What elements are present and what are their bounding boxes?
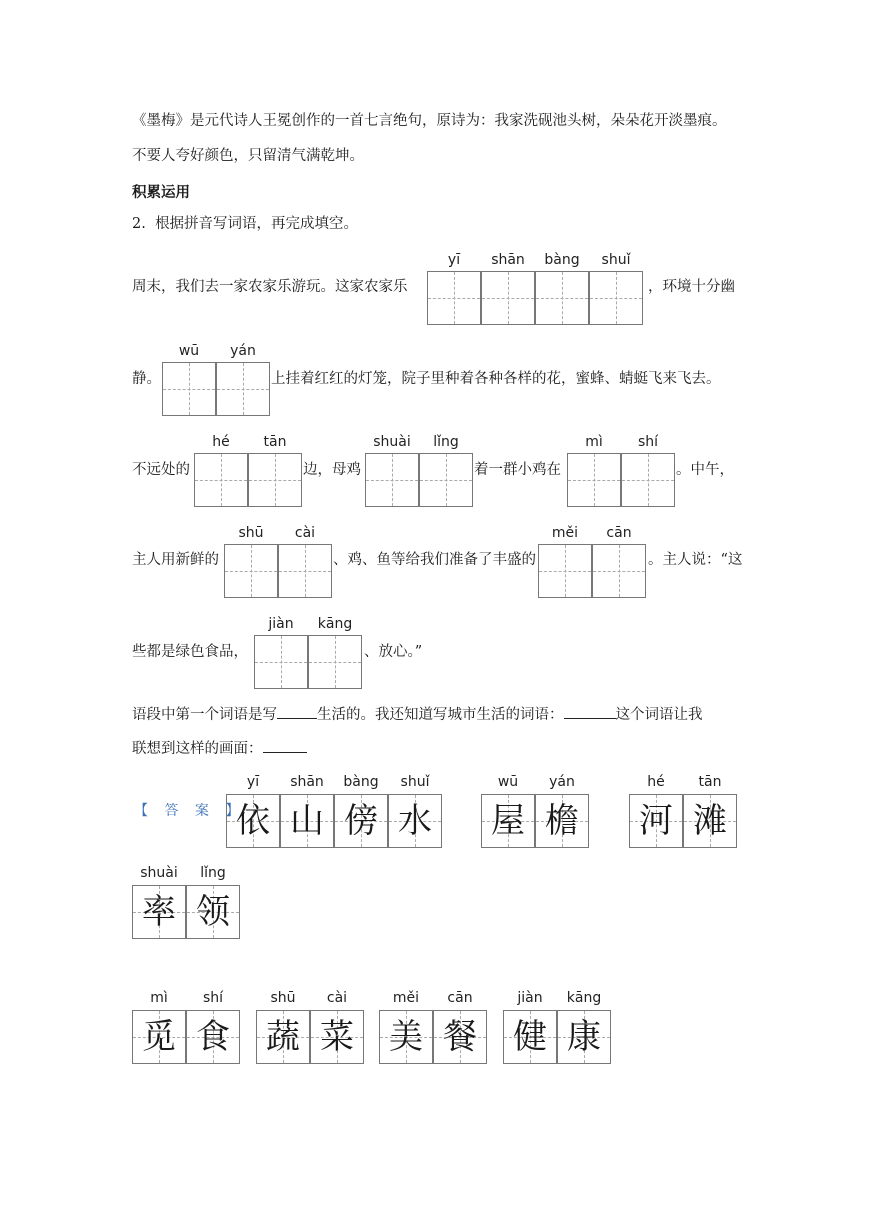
pinyin: bàng: [544, 252, 580, 268]
answer-char: 觅: [142, 1017, 176, 1057]
answer-box: [433, 1010, 487, 1064]
fill-blank-2[interactable]: [564, 704, 616, 719]
pinyin: shuài: [373, 434, 411, 450]
question-number: 2.: [132, 216, 146, 232]
question-prompt: [132, 214, 358, 234]
char-box[interactable]: [538, 544, 592, 598]
pinyin: yán: [230, 343, 256, 359]
pinyin: yī: [246, 774, 260, 790]
answer-box: [132, 1010, 186, 1064]
passage-p3-mid1: 边，母鸡: [303, 462, 361, 478]
char-box[interactable]: [224, 544, 278, 598]
pinyin: mì: [150, 990, 168, 1006]
answer-box: [226, 794, 280, 848]
answer-box: [388, 794, 442, 848]
answer-char: 依: [236, 801, 270, 841]
char-box[interactable]: [194, 453, 248, 507]
pinyin: tān: [263, 434, 287, 450]
answer-char: 滩: [693, 801, 727, 841]
answer-char: 食: [196, 1017, 230, 1057]
char-box[interactable]: [308, 635, 362, 689]
answer-char: 美: [389, 1017, 423, 1057]
pinyin: jiàn: [517, 990, 543, 1006]
char-box[interactable]: [567, 453, 621, 507]
char-box[interactable]: [427, 271, 481, 325]
passage-p1-pre: 周末，我们去一家农家乐游玩。这家农家乐: [132, 279, 408, 295]
pinyin: yī: [447, 252, 461, 268]
answer-box: [535, 794, 589, 848]
fill-blank-3[interactable]: [263, 738, 307, 753]
fill-text-line2: 联想到这样的画面：: [132, 741, 263, 757]
char-box[interactable]: [365, 453, 419, 507]
pinyin: shuǐ: [400, 774, 430, 790]
intro-line-1: 《墨梅》是元代诗人王冕创作的一首七言绝句，原诗为：我家洗砚池头树，朵朵花开淡墨痕。: [132, 113, 727, 129]
intro-line-2: 不要人夸好颜色，只留清气满乾坤。: [132, 148, 364, 164]
char-box[interactable]: [162, 362, 216, 416]
pinyin: yán: [549, 774, 575, 790]
passage-p4-mid: 、鸡、鱼等给我们准备了丰盛的: [333, 552, 536, 568]
fill-text-c: 这个词语让我: [615, 707, 703, 723]
char-box[interactable]: [481, 271, 535, 325]
answer-box: [310, 1010, 364, 1064]
answer-box: [334, 794, 388, 848]
pinyin: cài: [294, 525, 316, 541]
pinyin: shuǐ: [601, 252, 631, 268]
passage-p5-post: 、放心。”: [364, 644, 423, 660]
pinyin: lǐng: [200, 865, 226, 881]
pinyin: kāng: [566, 990, 602, 1006]
answer-char: 檐: [545, 801, 579, 841]
answer-box: [557, 1010, 611, 1064]
question-text: 根据拼音写词语，再完成填空。: [155, 216, 359, 232]
answer-box: [379, 1010, 433, 1064]
pinyin: shuài: [140, 865, 178, 881]
answer-char: 餐: [443, 1017, 477, 1057]
pinyin: měi: [551, 525, 579, 541]
answer-box: [256, 1010, 310, 1064]
pinyin: bàng: [343, 774, 379, 790]
pinyin: mì: [585, 434, 603, 450]
pinyin: měi: [392, 990, 420, 1006]
char-box[interactable]: [592, 544, 646, 598]
pinyin: wū: [497, 774, 519, 790]
char-box[interactable]: [248, 453, 302, 507]
char-box[interactable]: [535, 271, 589, 325]
fill-text-b: 生活的。我还知道写城市生活的词语：: [317, 707, 564, 723]
passage-p2-pre: 静。: [132, 371, 161, 387]
pinyin: cān: [606, 525, 632, 541]
pinyin: shū: [238, 525, 264, 541]
pinyin: shān: [290, 774, 324, 790]
passage-p4-pre: 主人用新鲜的: [132, 552, 219, 568]
answer-label: 【 答 案 】: [134, 803, 246, 819]
answer-char: 山: [290, 801, 324, 841]
answer-char: 康: [567, 1017, 601, 1057]
answer-char: 河: [639, 801, 673, 841]
answer-box: [280, 794, 334, 848]
pinyin: wū: [178, 343, 200, 359]
pinyin: shū: [270, 990, 296, 1006]
pinyin: lǐng: [433, 434, 459, 450]
fill-line-1: [132, 704, 703, 725]
answer-char: 健: [513, 1017, 547, 1057]
answer-box: [186, 885, 240, 939]
answer-char: 傍: [344, 801, 378, 841]
answer-box: [481, 794, 535, 848]
pinyin: cài: [326, 990, 348, 1006]
answer-box: [629, 794, 683, 848]
answer-char: 率: [142, 892, 176, 932]
pinyin: shí: [202, 990, 224, 1006]
fill-text-a: 语段中第一个词语是写: [132, 707, 277, 723]
pinyin: hé: [212, 434, 230, 450]
answer-char: 屋: [491, 801, 525, 841]
passage-p1-post: ，环境十分幽: [648, 279, 735, 295]
pinyin: jiàn: [268, 616, 294, 632]
answer-char: 蔬: [266, 1017, 300, 1057]
pinyin: shí: [637, 434, 659, 450]
passage-p5-pre: 些都是绿色食品，: [132, 644, 248, 660]
answer-char: 菜: [320, 1017, 354, 1057]
char-box[interactable]: [419, 453, 473, 507]
section-title: 积累运用: [132, 184, 190, 201]
pinyin: tān: [698, 774, 722, 790]
char-box[interactable]: [589, 271, 643, 325]
pinyin: hé: [647, 774, 665, 790]
passage-p2-post: 上挂着红红的灯笼，院子里种着各种各样的花，蜜蜂、蜻蜓飞来飞去。: [271, 371, 721, 387]
answer-char: 领: [196, 892, 230, 932]
char-box[interactable]: [254, 635, 308, 689]
fill-blank-1[interactable]: [277, 704, 317, 719]
answer-char: 水: [398, 801, 432, 841]
passage-p3-mid2: 着一群小鸡在: [474, 462, 561, 478]
pinyin: cān: [447, 990, 473, 1006]
passage-p3-post: 。中午，: [676, 462, 734, 478]
passage-p3-pre: 不远处的: [132, 462, 190, 478]
answer-box: [503, 1010, 557, 1064]
char-box[interactable]: [216, 362, 270, 416]
pinyin: shān: [491, 252, 525, 268]
pinyin: kāng: [317, 616, 353, 632]
fill-line-2: [132, 738, 307, 759]
char-box[interactable]: [621, 453, 675, 507]
passage-p4-post: 。主人说：“这: [648, 552, 743, 568]
char-box[interactable]: [278, 544, 332, 598]
answer-box: [132, 885, 186, 939]
answer-box: [186, 1010, 240, 1064]
answer-box: [683, 794, 737, 848]
